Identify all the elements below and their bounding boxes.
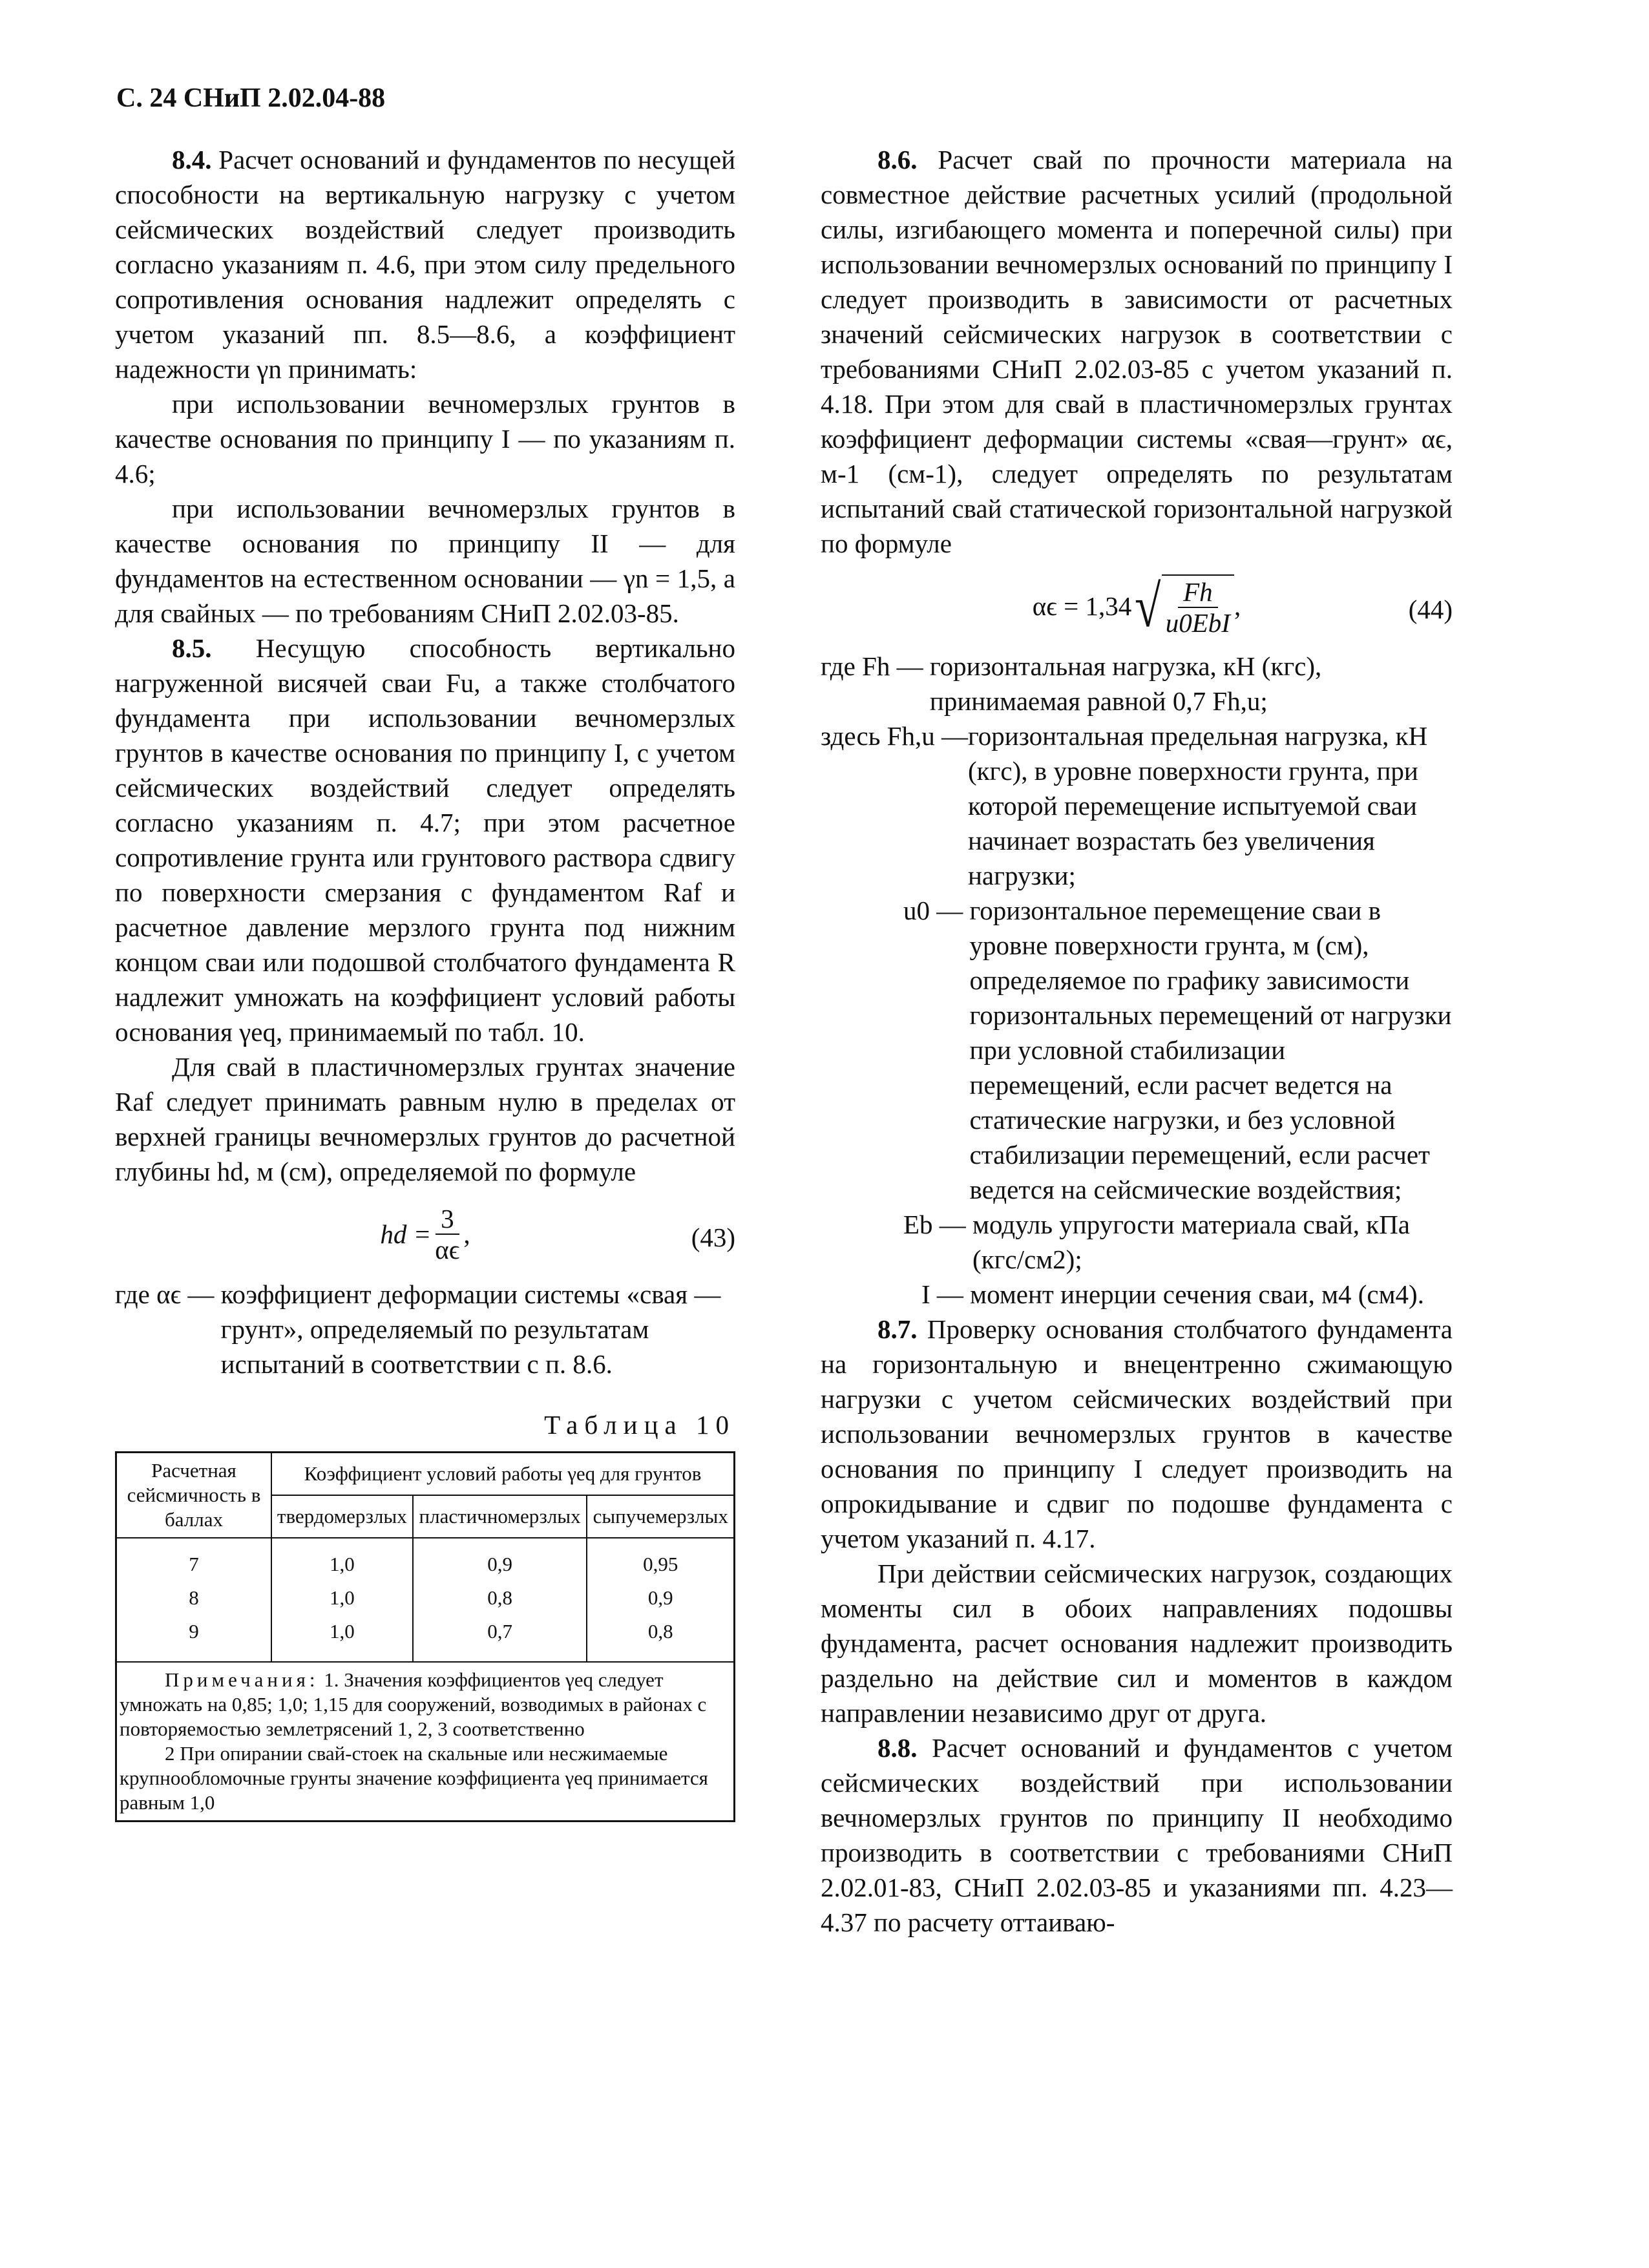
clause-number: 8.4. [172,145,212,174]
paragraph-8-5: 8.5. Несущую способность вертикально нагруженной висячей сваи Fu, а также столбчатого фундамента при использовании вечномерзлых грунтов в качестве основания по принципу I, с учетом сейсмических воздействий следует определять согласно указаниям п. 4.7; при этом расчетное сопротивление грунта или грунтового раствора сдвигу по поверхности смерзания с фундаментом Raf и расчетное давление мерзлого грунта под нижним концом сваи или подошвой столбчатого фундамента R надлежит умножать на коэффициент условий работы основания γeq, принимаемый по табл. 10. [115,633,736,1047]
table-row: 8 1,0 0,8 0,9 [116,1581,735,1615]
paragraph-8-8: 8.8. Расчет оснований и фундаментов с учетом сейсмических воздействий при использовании вечномерзлых грунтов по принципу II необходимо производить в соответствии с требованиями СНиП 2.02.01-83, СНиП 2.02.03-85 и указаниями пп. 4.23—4.37 по расчету оттаиваю- [821,1733,1453,1937]
formula-43-definition: где αϵ — коэффициент деформации системы «свая — грунт», определяемый по результатам испытаний в соответствии с п. 8.6. [115,1279,721,1379]
note-2: 2 При опирании свай-стоек на скальные или несжимаемые крупнообломочные грунты значение коэффициента γeq принимается равным 1,0 [120,1742,708,1814]
left-column [115,142,735,1822]
clause-number: 8.6. [877,145,918,174]
table-10 [115,1451,735,1822]
page-header: С. 24 СНиП 2.02.04-88 [116,83,386,113]
paragraph-8-4-b: при использовании вечномерзлых грунтов в качестве основания по принципу II — для фундаментов на естественном основании — γn = 1,5, а для свайных — по требованиям СНиП 2.02.03-85. [115,494,735,628]
paragraph-8-4: 8.4. Расчет оснований и фундаментов по несущей способности на вертикальную нагрузку с учетом сейсмических воздействий следует производить согласно указаниям п. 4.6, при этом силу предельного сопротивления основания надлежит определять с учетом указаний пп. 8.5—8.6, а коэффициент надежности γn принимать: [115,145,736,384]
clause-number: 8.7. [877,1314,918,1344]
clause-number: 8.8. [877,1733,918,1763]
paragraph-8-7-b: При действии сейсмических нагрузок, создающих моменты сил в обоих направлениях подошвы фундамента, расчет основания надлежит производить раздельно на действие сил и моментов в каждом направлении независимо друг от друга. [821,1559,1453,1728]
right-column [821,142,1453,1940]
square-root: √ $\frac{Fh}{\text{u0EbI}}$ [1131,574,1234,638]
formula-44-definitions [821,649,1453,1312]
table-header-plastic-frozen: пластичномерзлых [413,1495,587,1538]
formula-lhs: αϵ = 1,34 [1032,591,1132,621]
formula-number: (44) [1408,594,1453,624]
definition-row: Eb — модуль упругости материала свай, кПа (кгс/см2); [903,1210,1411,1274]
definition-row: где Fh — горизонтальная нагрузка, кН (кгс), принимаемая равной 0,7 Fh,u; [821,651,1322,716]
formula-fraction: $\frac{Fh}{\text{u0EbI}}$ [1165,577,1230,638]
note-1: 1. Значения коэффициентов γeq следует умножать на 0,85; 1,0; 1,15 для сооружений, возводимых в районах с повторяемостью землетрясений 1, 2, 3 соответственно [120,1668,707,1740]
paragraph-8-5-b: Для свай в пластичномерзлых грунтах значение Raf следует принимать равным нулю в пределах от верхней границы вечномерзлых грунтов до расчетной глубины hd, м (см), определяемой по формуле [115,1052,735,1186]
formula-number: (43) [691,1223,735,1252]
table-header-hard-frozen: твердомерзлых [271,1495,413,1538]
formula-44: αϵ = 1,34 √ $\frac{Fh}{\text{u0EbI}}$ , (44) [1032,573,1453,639]
definition-row: u0 — горизонтальное перемещение сваи в уровне поверхности грунта, м (см), определяемое по графику зависимости горизонтальных перемещений от нагрузки при условной стабилизации перемещений, если расчет ведется на статические нагрузки, и без условной стабилизации перемещений, если расчет ведется на сейсмические воздействия; [903,896,1452,1204]
table-notes [116,1662,735,1822]
table-header-loose-frozen: сыпучемерзлых [587,1495,734,1538]
formula-fraction: $\frac{3}{\alpha\epsilon}$ [435,1204,460,1265]
table-caption: Таблица 10 [544,1410,735,1440]
formula-43: hd = $\frac{3}{\alpha\epsilon}$ , (43) [380,1204,735,1265]
table-header-seismicity: Расчетная сейсмичность в баллах [116,1453,272,1538]
paragraph-8-6: 8.6. Расчет свай по прочности материала на совместное действие расчетных усилий (продольной силы, изгибающего момента и поперечной силы) при использовании вечномерзлых оснований по принципу I следует производить в зависимости от расчетных значений сейсмических нагрузок в соответствии с требованиями СНиП 2.02.03-85 с учетом указаний п. 4.18. При этом для свай в пластичномерзлых грунтах коэффициент деформации системы «свая—грунт» αϵ, м-1 (см-1), следует определять по результатам испытаний свай статической горизонтальной нагрузкой по формуле [821,145,1453,558]
definition-row: здесь Fh,u — горизонтальная предельная нагрузка, кН (кгс), в уровне поверхности грунта, при которой перемещение испытуемой сваи начинает возрастать без увеличения нагрузки; [821,721,1428,890]
paragraph-8-4-a: при использовании вечномерзлых грунтов в качестве основания по принципу I — по указаниям п. 4.6; [115,389,735,488]
notes-label: Примечания: [165,1668,319,1691]
clause-number: 8.5. [172,633,212,663]
paragraph-8-7: 8.7. Проверку основания столбчатого фундамента на горизонтальную и внецентренно сжимающую нагрузки с учетом сейсмических воздействий при использовании вечномерзлых грунтов в качестве основания по принципу I следует производить на опрокидывание и сдвиг по подошве фундамента с учетом указаний п. 4.17. [821,1314,1453,1553]
table-row: 9 1,0 0,7 0,8 [116,1615,735,1662]
table-header-coefficient: Коэффициент условий работы γeq для грунтов [271,1453,735,1496]
table-row: 7 1,0 0,9 0,95 [116,1538,735,1581]
definition-row: I — момент инерции сечения сваи, м4 (см4). [921,1279,1424,1309]
formula-lhs: hd = [380,1219,432,1249]
